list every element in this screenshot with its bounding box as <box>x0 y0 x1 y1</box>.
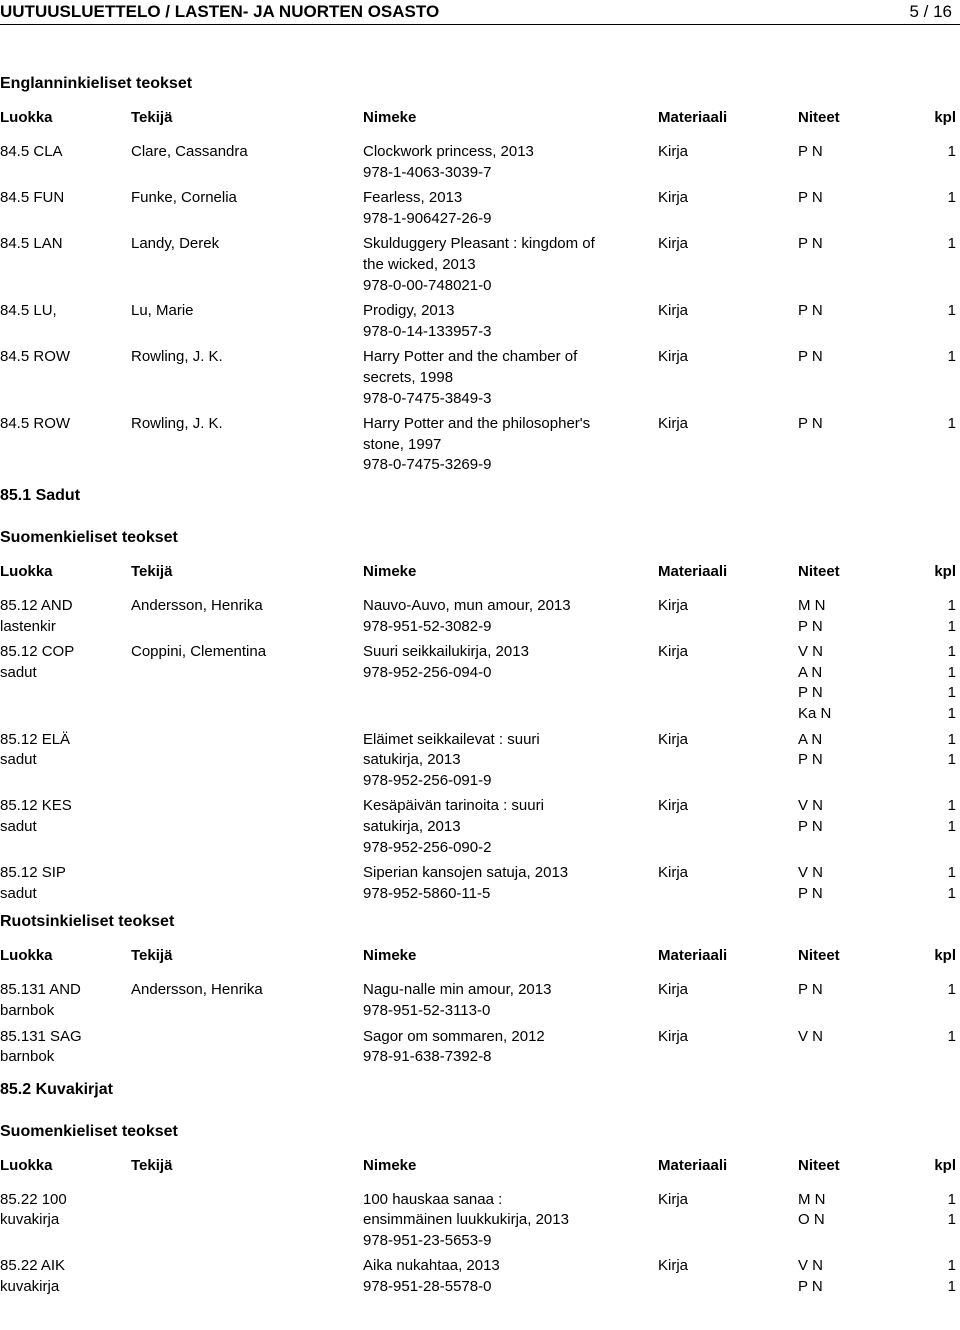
kpl-cell: 1 <box>947 981 956 999</box>
nimeke-cell: Eläimet seikkailevat : suuri <box>363 730 540 748</box>
luokka-cell: 84.5 LU, <box>0 302 57 320</box>
nimeke-cell: 978-951-52-3113-0 <box>363 1001 491 1019</box>
tekija-cell: Lu, Marie <box>131 302 194 320</box>
col-header-tekija: Tekijä <box>131 1156 173 1174</box>
luokka-cell: 85.131 SAG <box>0 1027 82 1045</box>
tekija-cell: Rowling, J. K. <box>131 415 223 433</box>
niteet-cell: V N <box>798 643 824 661</box>
col-header-materiaali: Materiaali <box>658 1156 728 1174</box>
spacer <box>0 1177 960 1190</box>
col-header-luokka: Luokka <box>0 562 53 580</box>
niteet-cell: P N <box>798 302 823 320</box>
nimeke-cell: the wicked, 2013 <box>363 255 476 273</box>
col-header-niteet: Niteet <box>798 1156 840 1174</box>
col-header-niteet: Niteet <box>798 947 840 965</box>
nimeke-cell: 978-91-638-7392-8 <box>363 1048 492 1066</box>
materiaali-cell: Kirja <box>658 864 689 882</box>
col-header-niteet: Niteet <box>798 562 840 580</box>
column-headers <box>0 947 960 967</box>
nimeke-cell: stone, 1997 <box>363 435 442 453</box>
luokka-cell: 84.5 LAN <box>0 235 63 253</box>
niteet-cell: M N <box>798 1190 826 1208</box>
niteet-cell: O N <box>798 1211 825 1229</box>
col-header-materiaali: Materiaali <box>658 947 728 965</box>
col-header-kpl: kpl <box>934 947 956 965</box>
section-heading: 85.1 Sadut <box>0 486 81 504</box>
catalog-row <box>0 596 960 637</box>
niteet-cell: P N <box>798 981 823 999</box>
luokka-cell: 85.12 COP <box>0 643 75 661</box>
catalog-row <box>0 188 960 229</box>
luokka-cell: barnbok <box>0 1001 55 1019</box>
niteet-cell: P N <box>798 617 823 635</box>
kpl-cell: 1 <box>947 751 956 769</box>
niteet-cell: V N <box>798 864 824 882</box>
luokka-cell: lastenkir <box>0 617 56 635</box>
luokka-cell: sadut <box>0 663 37 681</box>
tekija-cell: Andersson, Henrika <box>131 981 263 999</box>
kpl-cell: 1 <box>947 1278 956 1296</box>
column-headers <box>0 1157 960 1177</box>
catalog-row <box>0 642 960 724</box>
luokka-cell: 85.12 ELÄ <box>0 730 71 748</box>
spacer <box>0 548 960 563</box>
niteet-cell: A N <box>798 663 823 681</box>
niteet-cell: P N <box>798 684 823 702</box>
spacer <box>0 24 960 74</box>
page-header <box>0 0 960 25</box>
nimeke-cell: 100 hauskaa sanaa : <box>363 1190 503 1208</box>
materiaali-cell: Kirja <box>658 1190 689 1208</box>
niteet-cell: Ka N <box>798 704 832 722</box>
col-header-nimeke: Nimeke <box>363 1156 417 1174</box>
nimeke-cell: Nauvo-Auvo, mun amour, 2013 <box>363 596 571 614</box>
nimeke-cell: 978-0-7475-3269-9 <box>363 456 492 474</box>
col-header-nimeke: Nimeke <box>363 109 417 126</box>
nimeke-cell: 978-951-52-3082-9 <box>363 617 492 635</box>
nimeke-cell: satukirja, 2013 <box>363 817 461 835</box>
materiaali-cell: Kirja <box>658 596 689 614</box>
catalog-row <box>0 234 960 296</box>
nimeke-cell: Kesäpäivän tarinoita : suuri <box>363 797 544 815</box>
kpl-cell: 1 <box>947 1257 956 1275</box>
nimeke-cell: 978-952-256-091-9 <box>363 771 492 789</box>
nimeke-cell: 978-952-256-090-2 <box>363 838 492 856</box>
col-header-luokka: Luokka <box>0 1156 53 1174</box>
col-header-kpl: kpl <box>934 1156 956 1174</box>
luokka-cell: kuvakirja <box>0 1211 60 1229</box>
catalog-content <box>0 24 960 1298</box>
niteet-cell: P N <box>798 751 823 769</box>
subsection-heading: Suomenkieliset teokset <box>0 1122 178 1140</box>
materiaali-cell: Kirja <box>658 143 689 160</box>
kpl-cell: 1 <box>947 617 956 635</box>
luokka-cell: sadut <box>0 751 37 769</box>
spacer <box>0 904 960 912</box>
catalog-row <box>0 863 960 904</box>
niteet-cell: P N <box>798 1278 823 1296</box>
materiaali-cell: Kirja <box>658 797 689 815</box>
catalog-row <box>0 301 960 342</box>
tekija-cell: Funke, Cornelia <box>131 189 237 207</box>
section-heading: Englanninkieliset teokset <box>0 75 193 92</box>
luokka-cell: kuvakirja <box>0 1278 60 1296</box>
spacer <box>0 583 960 596</box>
catalog-row <box>0 730 960 792</box>
kpl-cell: 1 <box>947 817 956 835</box>
kpl-cell: 1 <box>947 704 956 722</box>
luokka-cell: barnbok <box>0 1048 55 1066</box>
kpl-cell: 1 <box>947 643 956 661</box>
catalog-row <box>0 796 960 858</box>
materiaali-cell: Kirja <box>658 415 689 433</box>
niteet-cell: V N <box>798 797 824 815</box>
materiaali-cell: Kirja <box>658 1027 689 1045</box>
nimeke-cell: 978-0-14-133957-3 <box>363 322 492 340</box>
nimeke-cell: Harry Potter and the chamber of <box>363 348 578 366</box>
catalog-row <box>0 142 960 183</box>
nimeke-cell: 978-1-906427-26-9 <box>363 209 492 227</box>
catalog-row <box>0 347 960 409</box>
col-header-materiaali: Materiaali <box>658 562 728 580</box>
nimeke-cell: Harry Potter and the philosopher's <box>363 415 591 433</box>
nimeke-cell: Siperian kansojen satuja, 2013 <box>363 864 569 882</box>
catalog-row <box>0 414 960 476</box>
niteet-cell: P N <box>798 884 823 902</box>
spacer <box>0 506 960 528</box>
materiaali-cell: Kirja <box>658 981 689 999</box>
kpl-cell: 1 <box>947 797 956 815</box>
nimeke-cell: ensimmäinen luukkukirja, 2013 <box>363 1211 569 1229</box>
spacer <box>0 967 960 980</box>
col-header-nimeke: Nimeke <box>363 947 417 965</box>
luokka-cell: 84.5 FUN <box>0 189 65 207</box>
luokka-cell: 84.5 ROW <box>0 415 71 433</box>
materiaali-cell: Kirja <box>658 730 689 748</box>
nimeke-cell: Prodigy, 2013 <box>363 302 455 320</box>
spacer <box>0 1068 960 1080</box>
subsection-heading: Ruotsinkieliset teokset <box>0 913 175 931</box>
tekija-cell: Landy, Derek <box>131 235 220 253</box>
luokka-cell: sadut <box>0 817 37 835</box>
spacer <box>0 129 960 142</box>
page-number: 5 / 16 <box>909 2 952 21</box>
kpl-cell: 1 <box>947 143 956 160</box>
kpl-cell: 1 <box>947 730 956 748</box>
kpl-cell: 1 <box>947 1027 956 1045</box>
niteet-cell: V N <box>798 1257 824 1275</box>
catalog-row <box>0 1256 960 1297</box>
column-headers <box>0 109 960 129</box>
nimeke-cell: Nagu-nalle min amour, 2013 <box>363 981 552 999</box>
luokka-cell: 85.12 SIP <box>0 864 66 882</box>
section-heading: 85.2 Kuvakirjat <box>0 1080 113 1098</box>
catalog-title: UUTUUSLUETTELO / LASTEN- JA NUORTEN OSASTO <box>0 2 440 21</box>
luokka-cell: 84.5 CLA <box>0 143 63 160</box>
nimeke-cell: 978-951-28-5578-0 <box>363 1278 492 1296</box>
kpl-cell: 1 <box>947 596 956 614</box>
nimeke-cell: 978-952-5860-11-5 <box>363 884 491 902</box>
subsection-heading: Suomenkieliset teokset <box>0 528 178 546</box>
luokka-cell: 85.12 AND <box>0 596 73 614</box>
nimeke-cell: Sagor om sommaren, 2012 <box>363 1027 545 1045</box>
tekija-cell: Rowling, J. K. <box>131 348 223 366</box>
spacer <box>0 932 960 947</box>
materiaali-cell: Kirja <box>658 643 689 661</box>
kpl-cell: 1 <box>947 663 956 681</box>
niteet-cell: A N <box>798 730 823 748</box>
tekija-cell: Clare, Cassandra <box>131 143 248 160</box>
col-header-luokka: Luokka <box>0 947 53 965</box>
col-header-kpl: kpl <box>934 109 956 126</box>
niteet-cell: P N <box>798 143 823 160</box>
catalog-row <box>0 1190 960 1252</box>
nimeke-cell: 978-1-4063-3039-7 <box>363 163 492 181</box>
materiaali-cell: Kirja <box>658 348 689 366</box>
spacer <box>0 94 960 109</box>
spacer <box>0 1142 960 1157</box>
nimeke-cell: Aika nukahtaa, 2013 <box>363 1257 500 1275</box>
nimeke-cell: 978-951-23-5653-9 <box>363 1231 492 1249</box>
spacer <box>0 476 960 486</box>
nimeke-cell: satukirja, 2013 <box>363 751 461 769</box>
niteet-cell: P N <box>798 415 823 433</box>
niteet-cell: M N <box>798 596 826 614</box>
niteet-cell: P N <box>798 235 823 253</box>
luokka-cell: 85.131 AND <box>0 981 81 999</box>
luokka-cell: 85.12 KES <box>0 797 72 815</box>
nimeke-cell: 978-0-7475-3849-3 <box>363 389 492 407</box>
luokka-cell: sadut <box>0 884 37 902</box>
nimeke-cell: 978-952-256-094-0 <box>363 663 492 681</box>
col-header-tekija: Tekijä <box>131 562 173 580</box>
nimeke-cell: Suuri seikkailukirja, 2013 <box>363 643 529 661</box>
col-header-nimeke: Nimeke <box>363 562 417 580</box>
catalog-row <box>0 980 960 1021</box>
nimeke-cell: Fearless, 2013 <box>363 189 463 207</box>
spacer <box>0 1100 960 1122</box>
nimeke-cell: secrets, 1998 <box>363 368 454 386</box>
kpl-cell: 1 <box>947 189 956 207</box>
col-header-materiaali: Materiaali <box>658 109 728 126</box>
luokka-cell: 85.22 AIK <box>0 1257 66 1275</box>
nimeke-cell: 978-0-00-748021-0 <box>363 276 492 294</box>
niteet-cell: P N <box>798 348 823 366</box>
col-header-tekija: Tekijä <box>131 109 173 126</box>
col-header-tekija: Tekijä <box>131 947 173 965</box>
col-header-luokka: Luokka <box>0 109 53 126</box>
catalog-row <box>0 1027 960 1068</box>
niteet-cell: P N <box>798 817 823 835</box>
kpl-cell: 1 <box>947 864 956 882</box>
kpl-cell: 1 <box>947 302 956 320</box>
kpl-cell: 1 <box>947 235 956 253</box>
niteet-cell: P N <box>798 189 823 207</box>
niteet-cell: V N <box>798 1027 824 1045</box>
nimeke-cell: Skulduggery Pleasant : kingdom of <box>363 235 595 253</box>
col-header-kpl: kpl <box>934 562 956 580</box>
materiaali-cell: Kirja <box>658 1257 689 1275</box>
column-headers <box>0 563 960 583</box>
materiaali-cell: Kirja <box>658 189 689 207</box>
kpl-cell: 1 <box>947 1211 956 1229</box>
luokka-cell: 85.22 100 <box>0 1190 67 1208</box>
tekija-cell: Andersson, Henrika <box>131 596 263 614</box>
kpl-cell: 1 <box>947 348 956 366</box>
kpl-cell: 1 <box>947 884 956 902</box>
luokka-cell: 84.5 ROW <box>0 348 71 366</box>
materiaali-cell: Kirja <box>658 302 689 320</box>
tekija-cell: Coppini, Clementina <box>131 643 267 661</box>
col-header-niteet: Niteet <box>798 109 840 126</box>
kpl-cell: 1 <box>947 684 956 702</box>
kpl-cell: 1 <box>947 1190 956 1208</box>
kpl-cell: 1 <box>947 415 956 433</box>
nimeke-cell: Clockwork princess, 2013 <box>363 143 534 160</box>
materiaali-cell: Kirja <box>658 235 689 253</box>
